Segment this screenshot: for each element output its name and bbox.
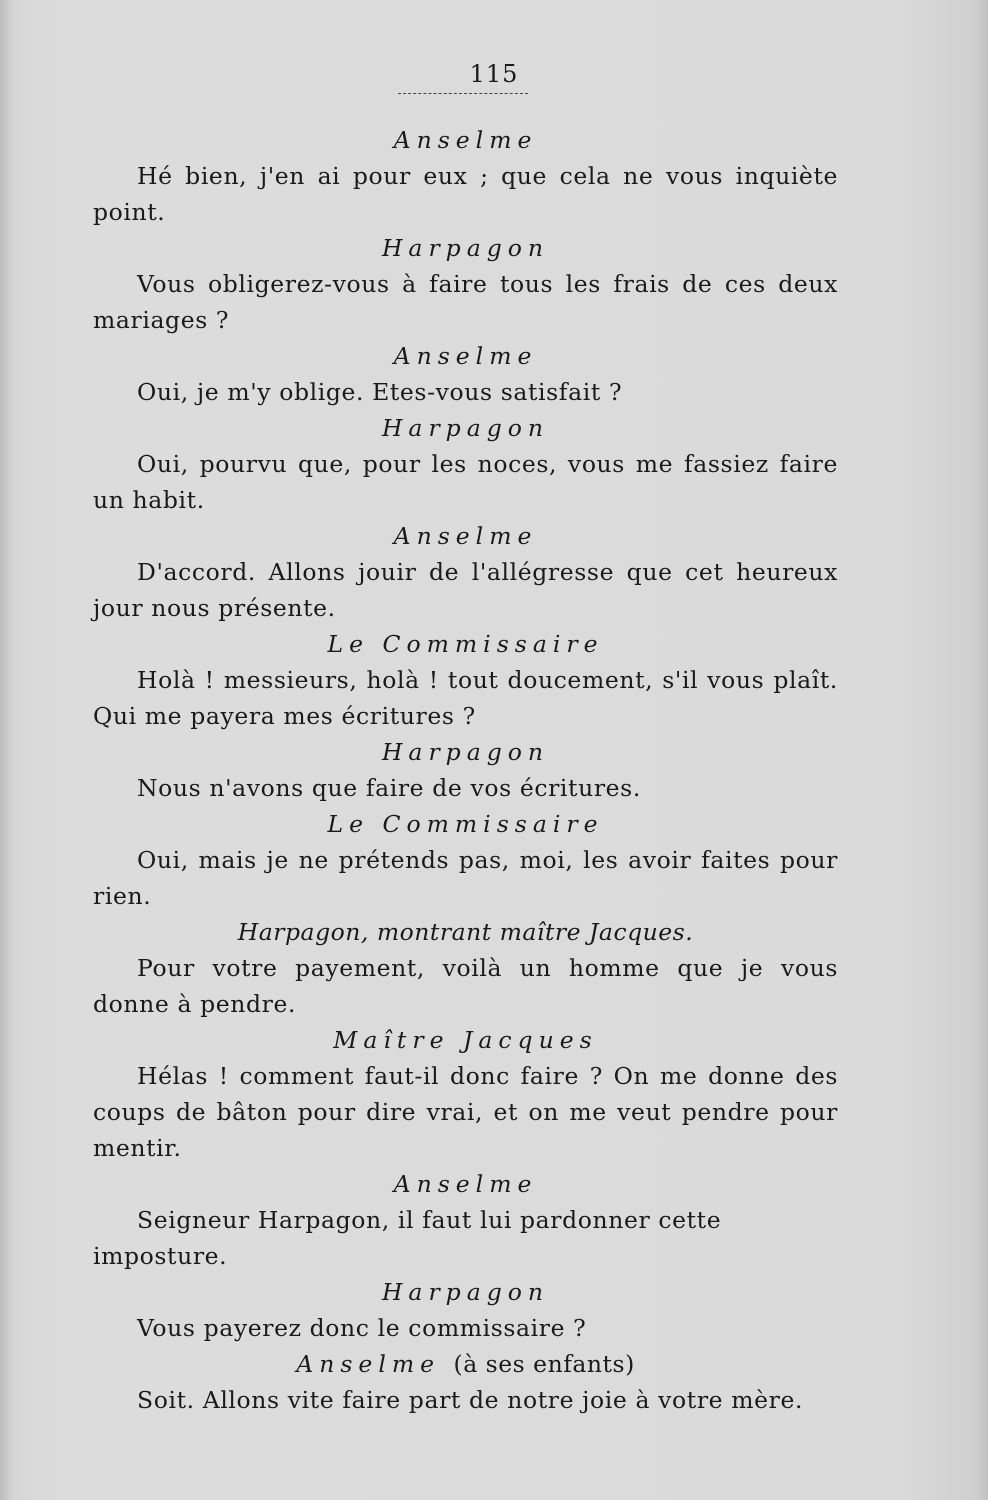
speaker-name: Maître Jacques xyxy=(333,1026,598,1054)
header-rule xyxy=(398,93,528,94)
speaker-name: Anselme xyxy=(393,342,538,370)
play-text xyxy=(93,122,838,1418)
dialogue-line: Oui, mais je ne prétends pas, moi, les avoir faites pour rien. xyxy=(93,846,838,910)
speaker-name: Harpagon xyxy=(381,1278,550,1306)
speaker-name: Anselme xyxy=(393,522,538,550)
speaker-name: Harpagon, montrant maître Jacques. xyxy=(237,918,694,946)
dialogue-line: Holà ! messieurs, holà ! tout doucement, s'il vous plaît. Qui me payera mes écritures ? xyxy=(93,666,838,730)
speaker-with-note xyxy=(93,1346,838,1382)
dialogue-line: Vous payerez donc le commissaire ? xyxy=(137,1314,587,1342)
speaker-name: Le Commissaire xyxy=(327,630,604,658)
dialogue-line: Oui, pourvu que, pour les noces, vous me fassiez faire un habit. xyxy=(93,450,838,514)
dialogue-line: Hélas ! comment faut-il donc faire ? On me donne des coups de bâton pour dire vrai, et on me veut pendre pour mentir. xyxy=(93,1062,838,1162)
dialogue-line: Nous n'avons que faire de vos écritures. xyxy=(137,774,641,802)
dialogue-line: Pour votre payement, voilà un homme que je vous donne à pendre. xyxy=(93,954,838,1018)
dialogue-line: Vous obligerez-vous à faire tous les frais de ces deux mariages ? xyxy=(93,270,838,334)
dialogue-line: Oui, je m'y oblige. Etes-vous satisfait ? xyxy=(137,378,623,406)
speaker-name: Anselme xyxy=(393,1170,538,1198)
dialogue-line: Seigneur Harpagon, il faut lui pardonner cette imposture. xyxy=(93,1206,722,1270)
dialogue-line: D'accord. Allons jouir de l'allégresse que cet heureux jour nous présente. xyxy=(93,558,838,622)
speaker-name: Harpagon xyxy=(381,738,550,766)
speaker-name: Le Commissaire xyxy=(327,810,604,838)
speaker-name: Anselme xyxy=(296,1350,441,1378)
page-number: 115 xyxy=(469,60,519,88)
speaker-name: Anselme xyxy=(393,126,538,154)
speaker-name: Harpagon xyxy=(381,414,550,442)
stage-note: (à ses enfants) xyxy=(453,1350,635,1378)
speaker-name: Harpagon xyxy=(381,234,550,262)
dialogue-line: Soit. Allons vite faire part de notre joie à votre mère. xyxy=(137,1386,804,1414)
dialogue-line: Hé bien, j'en ai pour eux ; que cela ne vous inquiète point. xyxy=(93,162,838,226)
